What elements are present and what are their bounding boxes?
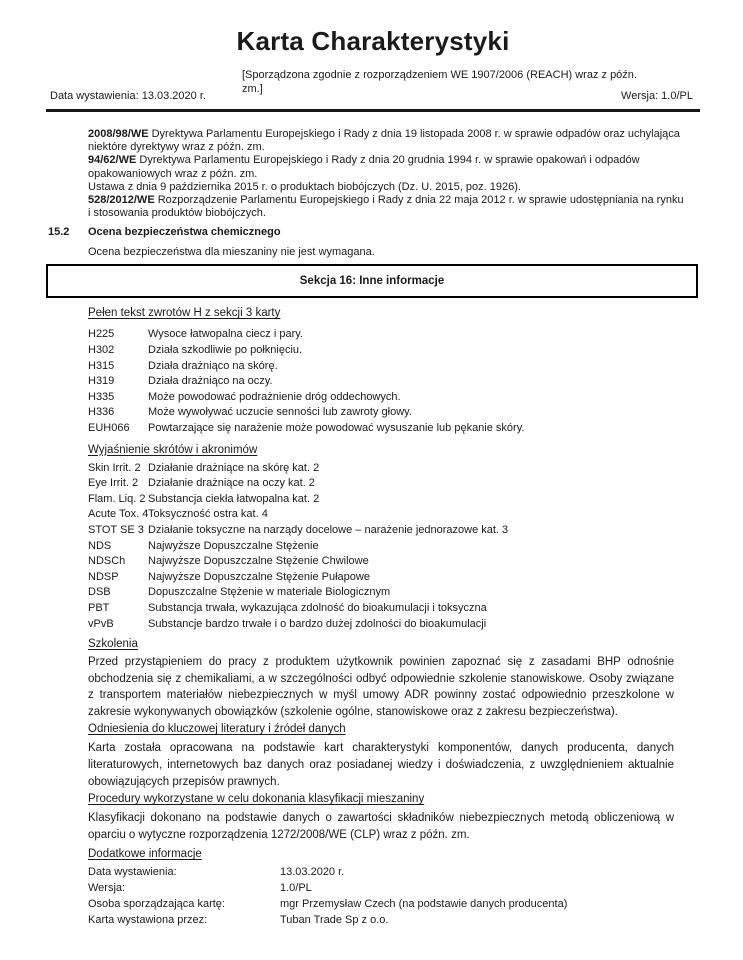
- abbr-text: Dopuszczalne Stężenie w materiale Biologicznym: [148, 586, 391, 599]
- header-meta-row: [46, 90, 700, 103]
- regulation-code: 94/62/WE: [88, 154, 137, 167]
- h-phrase-row: [88, 327, 700, 343]
- trainings-heading: Szkolenia: [88, 638, 138, 651]
- abbr-text: Substancja trwała, wykazująca zdolność do bioakumulacji i toksyczna: [148, 601, 487, 614]
- abbr-code: Skin Irrit. 2: [88, 461, 141, 474]
- abbreviation-row: [88, 461, 700, 477]
- regulation-line: [88, 181, 688, 194]
- abbr-code: PBT: [88, 601, 110, 614]
- h-text: Działa drażniąco na oczy.: [148, 375, 273, 388]
- abbr-text: Substancja ciekła łatwopalna kat. 2: [148, 492, 320, 505]
- additional-info-value: 1.0/PL: [280, 882, 312, 895]
- section-15-2-heading: [46, 226, 700, 239]
- abbr-code: Acute Tox. 4: [88, 508, 149, 521]
- regulation-line: [88, 154, 688, 180]
- procedures-paragraph: Klasyfikacji dokonano na podstawie danych o zawartości składników niebezpiecznych metodą obliczeniową w oparciu o wytyczne rozporządzenia 1272/2008/WE (CLP) wraz z późn. zm.: [88, 812, 674, 841]
- abbreviation-row: [88, 601, 700, 617]
- h-code: H225: [88, 328, 115, 341]
- regulation-code: 528/2012/WE: [88, 194, 155, 207]
- h-phrase-row: [88, 405, 700, 421]
- abbreviations-heading: Wyjaśnienie skrótów i akronimów: [88, 443, 258, 456]
- h-code: H335: [88, 390, 115, 403]
- header-divider: [46, 109, 700, 112]
- abbr-code: NDS: [88, 539, 112, 552]
- abbr-code: Flam. Liq. 2: [88, 492, 146, 505]
- abbreviations-list: [88, 461, 700, 633]
- h-phrase-row: [88, 343, 700, 359]
- abbr-code: NDSCh: [88, 555, 126, 568]
- abbreviation-row: [88, 492, 700, 508]
- additional-info-row: [88, 865, 700, 881]
- abbr-text: Działanie drażniące na skórę kat. 2: [148, 461, 320, 474]
- abbr-text: Toksyczność ostra kat. 4: [148, 508, 268, 521]
- section-15-2-body: Ocena bezpieczeństwa dla mieszaniny nie jest wymagana.: [88, 246, 375, 259]
- additional-info-row: [88, 913, 700, 929]
- abbr-text: Najwyższe Dopuszczalne Stężenie Pułapowe: [148, 570, 370, 583]
- h-text: Działa drażniąco na skórę.: [148, 359, 278, 372]
- h-text: Powtarzające się narażenie może powodować wysuszanie lub pękanie skóry.: [148, 421, 525, 434]
- abbr-code: vPvB: [88, 617, 114, 630]
- h-text: Działa szkodliwie po połknięciu.: [148, 344, 303, 357]
- regulation-text: Ustawa z dnia 9 października 2015 r. o produktach biobójczych (Dz. U. 2015, poz. 1926).: [88, 180, 521, 193]
- abbreviation-row: [88, 617, 700, 633]
- procedures-heading: Procedury wykorzystane w celu dokonania klasyfikacji mieszaniny: [88, 793, 425, 806]
- h-code: H315: [88, 359, 115, 372]
- version-label: Wersja: 1.0/PL: [621, 90, 693, 102]
- additional-info-list: [88, 865, 700, 928]
- section-16-box-title: Sekcja 16: Inne informacje: [299, 275, 445, 288]
- additional-info-row: [88, 881, 700, 897]
- abbreviation-row: [88, 507, 700, 523]
- h-code: H336: [88, 406, 115, 419]
- page-title: Karta Charakterystyki: [236, 26, 510, 56]
- regulation-text: Rozporządzenie Parlamentu Europejskiego i Rady z dnia 22 maja 2012 r. w sprawie udostępniania na rynku i stosowania produktów biobójczych.: [88, 194, 684, 220]
- abbr-code: DSB: [88, 586, 111, 599]
- additional-info-label: Osoba sporządzająca kartę:: [88, 897, 225, 910]
- document-subtitle: [Sporządzona zgodnie z rozporządzeniem WE 1907/2006 (REACH) wraz z późn. zm.]: [242, 69, 637, 95]
- regulation-code: 2008/98/WE: [88, 128, 149, 140]
- additional-info-label: Karta wystawiona przez:: [88, 913, 208, 926]
- abbreviation-row: [88, 554, 700, 570]
- abbr-code: Eye Irrit. 2: [88, 477, 139, 490]
- h-phrases-heading: Pełen tekst zwrotów H z sekcji 3 karty: [88, 307, 281, 320]
- additional-info-label: Data wystawienia:: [88, 866, 177, 879]
- h-code: EUH066: [88, 421, 130, 434]
- abbr-text: Najwyższe Dopuszczalne Stężenie Chwilowe: [148, 555, 369, 568]
- abbr-text: Działanie drażniące na oczy kat. 2: [148, 477, 315, 490]
- regulations-list: [88, 128, 688, 220]
- abbr-code: STOT SE 3: [88, 523, 144, 536]
- h-phrase-row: [88, 421, 700, 437]
- regulation-text: Dyrektywa Parlamentu Europejskiego i Rady z dnia 19 listopada 2008 r. w sprawie odpadów oraz uchylająca niektóre dyrektywy wraz z późn. zm.: [88, 128, 680, 154]
- additional-info-value: Tuban Trade Sp z o.o.: [280, 913, 389, 926]
- additional-info-row: [88, 897, 700, 913]
- references-paragraph: Karta została opracowana na podstawie kart charakterystyki komponentów, danych producenta, danych literaturowych, internetowych baz danych oraz posiadanej wiedzy i doświadczenia, z uwzględnieniem aktualnie obowiązujących przepisów prawnych.: [88, 742, 674, 788]
- abbr-text: Substancje bardzo trwałe i o bardzo dużej zdolności do bioakumulacji: [148, 617, 487, 630]
- regulation-text: Dyrektywa Parlamentu Europejskiego i Rady z dnia 20 grudnia 1994 r. w sprawie opakowań i odpadów opakowaniowych wraz z późn. zm.: [88, 154, 640, 180]
- additional-info-heading: Dodatkowe informacje: [88, 848, 202, 861]
- abbreviation-row: [88, 570, 700, 586]
- references-heading: Odniesienia do kluczowej literatury i źródeł danych: [88, 723, 346, 736]
- abbr-text: Najwyższe Dopuszczalne Stężenie: [148, 539, 319, 552]
- abbr-text: Działanie toksyczne na narządy docelowe – narażenie jednorazowe kat. 3: [148, 523, 509, 536]
- additional-info-label: Wersja:: [88, 882, 126, 895]
- section-15-2-number: 15.2: [48, 226, 70, 239]
- trainings-paragraph: Przed przystąpieniem do pracy z produktem użytkownik powinien zapoznać się z zasadami BHP odnośnie obchodzenia się z chemikaliami, a w szczególności odbyć odpowiednie szkolenie stanowiskowe. Osoby związane z transportem materiałów niebezpiecznych w myśl umowy ADR powinny zostać odpowiednio przeszkolone w zakresie wykonywanych obowiązków (szkolenie ogólne, stanowiskowe oraz z zakresu bezpieczeństwa).: [88, 656, 674, 718]
- h-text: Może powodować podrażnienie dróg oddechowych.: [148, 390, 401, 403]
- h-phrase-row: [88, 359, 700, 375]
- h-phrase-row: [88, 390, 700, 406]
- document-content: [0, 26, 743, 928]
- additional-info-value: mgr Przemysław Czech (na podstawie danych producenta): [280, 897, 568, 910]
- h-text: Wysoce łatwopalna ciecz i pary.: [148, 328, 303, 341]
- abbreviation-row: [88, 539, 700, 555]
- h-code: H302: [88, 344, 115, 357]
- h-phrases-list: [88, 327, 700, 436]
- h-phrase-row: [88, 374, 700, 390]
- issue-date-label: Data wystawienia: 13.03.2020 r.: [50, 90, 206, 102]
- section-16-box: [46, 264, 698, 298]
- regulation-line: [88, 128, 688, 154]
- abbreviation-row: [88, 476, 700, 492]
- abbreviation-row: [88, 523, 700, 539]
- regulation-line: [88, 194, 688, 220]
- abbreviation-row: [88, 585, 700, 601]
- h-text: Może wywoływać uczucie senności lub zawroty głowy.: [148, 406, 412, 419]
- additional-info-value: 13.03.2020 r.: [280, 866, 345, 879]
- abbr-code: NDSP: [88, 570, 119, 583]
- h-code: H319: [88, 375, 115, 388]
- section-15-2-title: Ocena bezpieczeństwa chemicznego: [88, 226, 281, 239]
